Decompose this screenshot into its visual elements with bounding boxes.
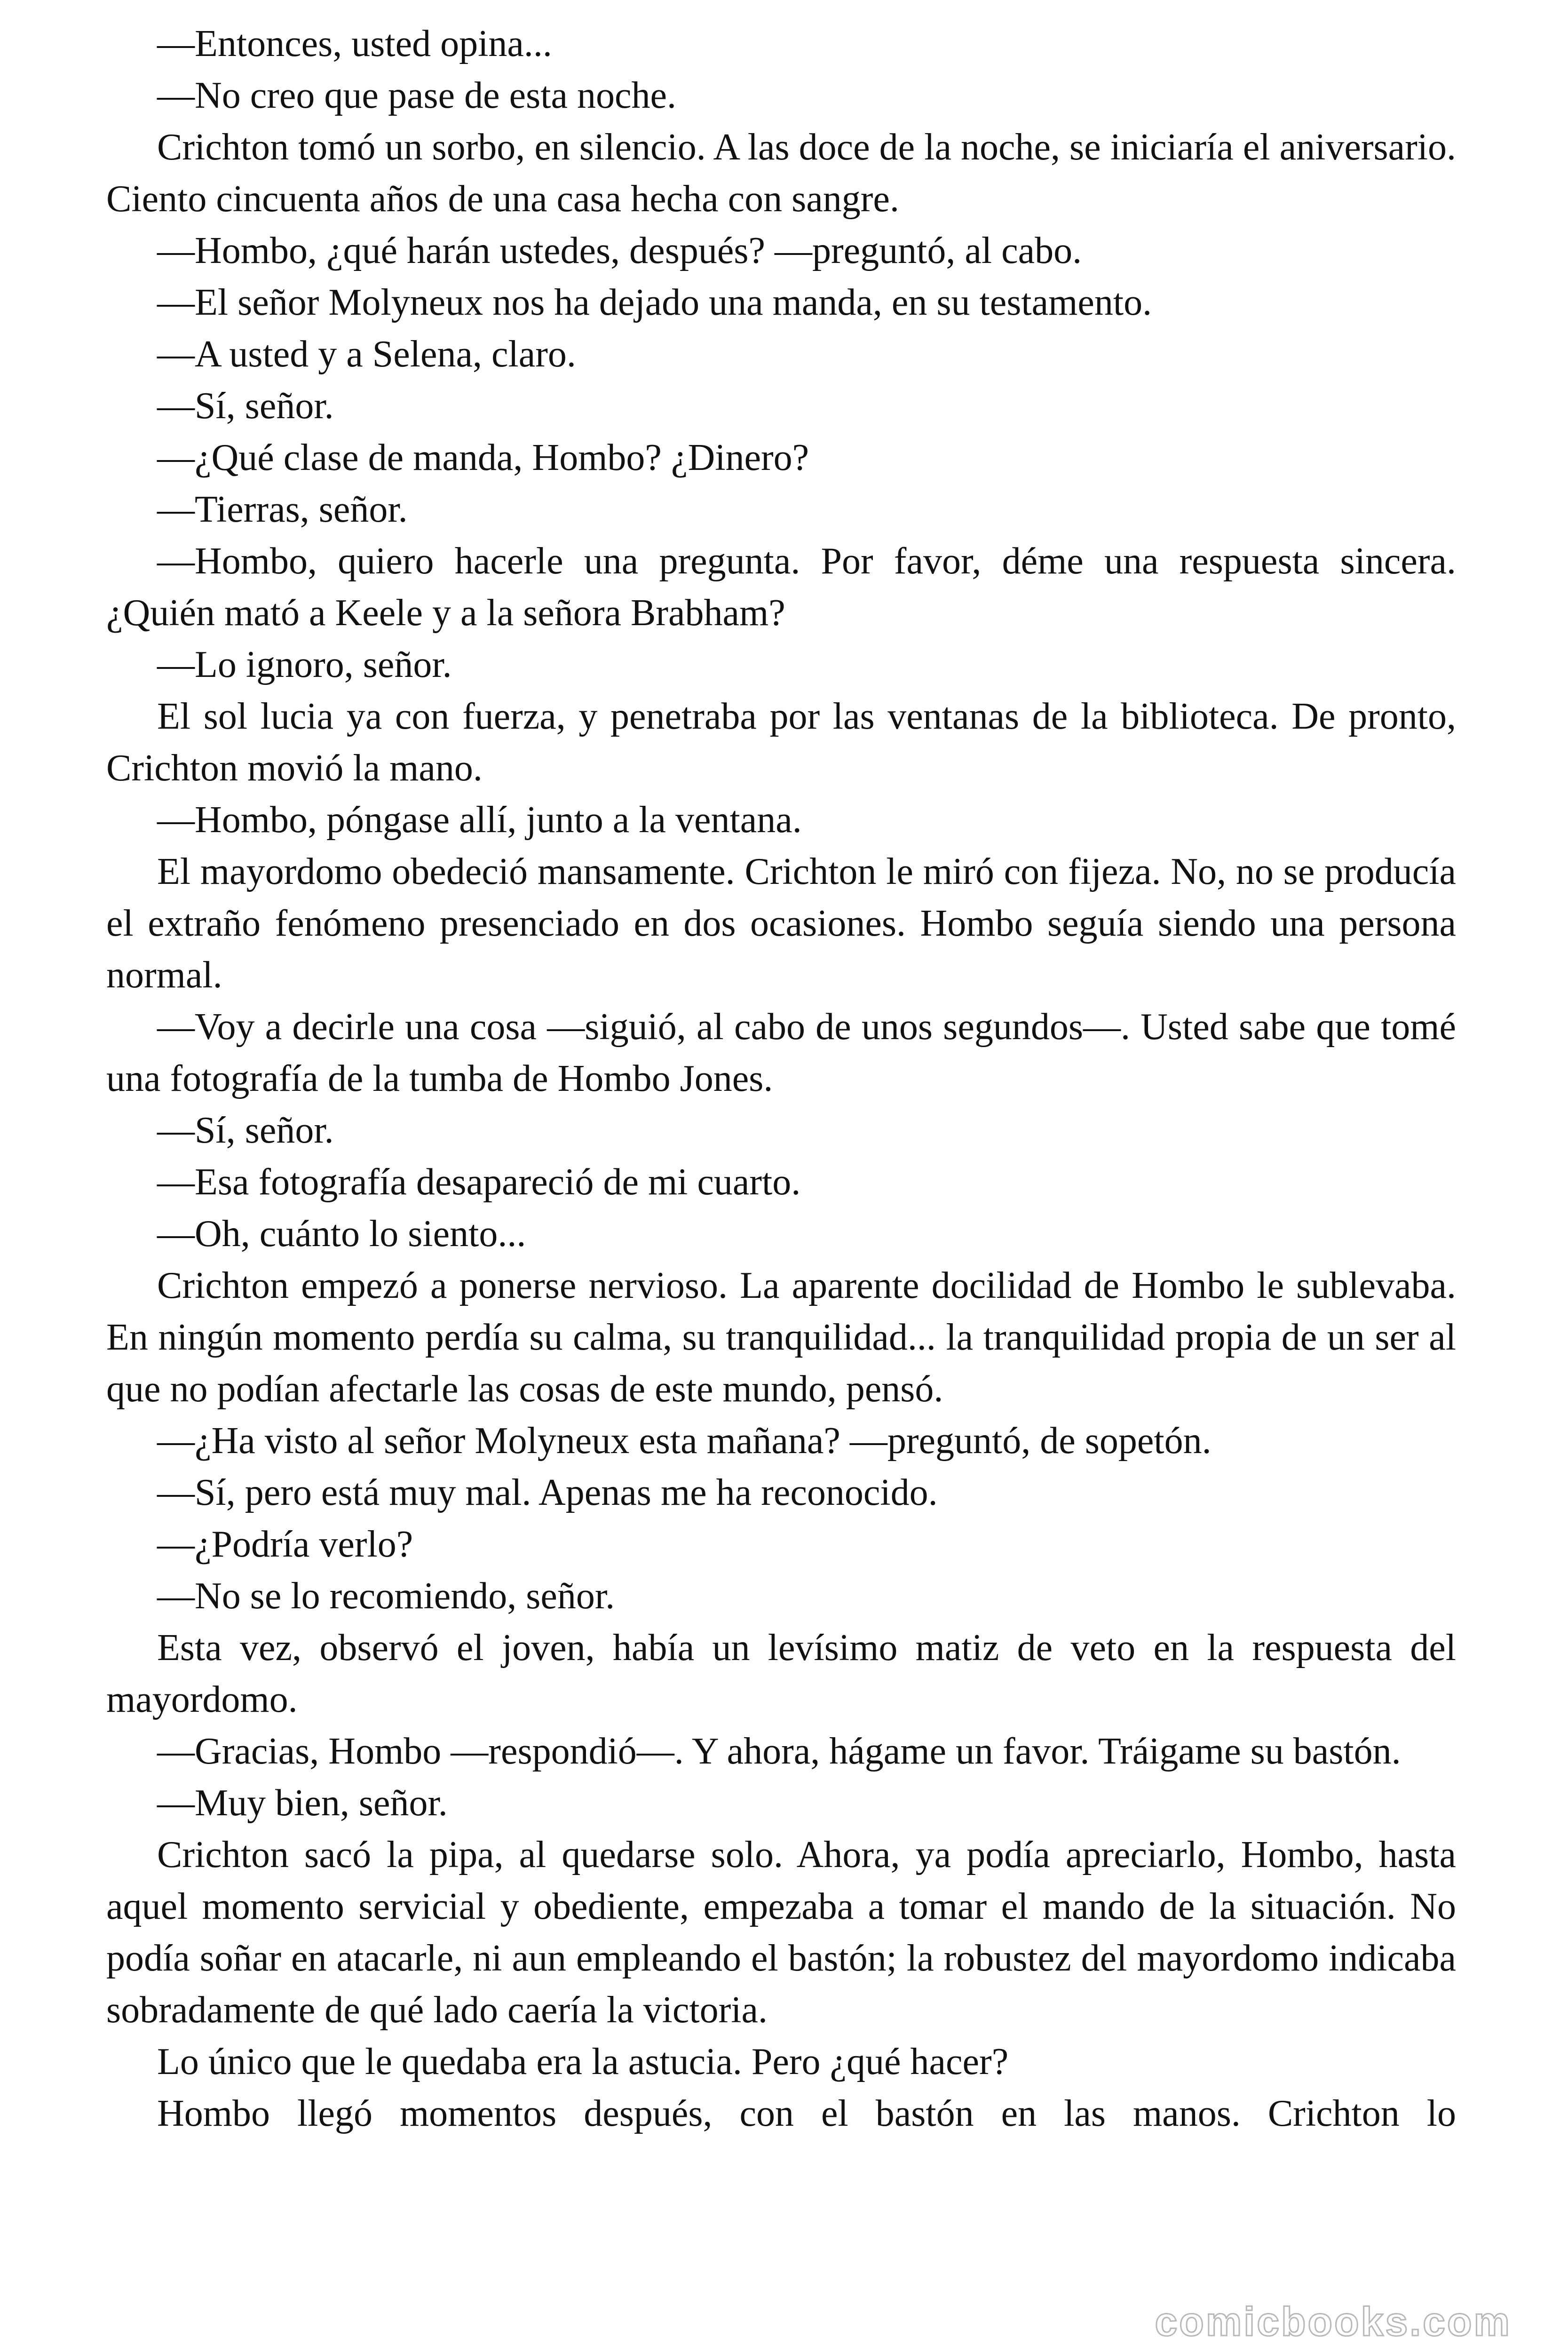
paragraph: —Hombo, quiero hacerle una pregunta. Por favor, déme una respuesta sincera. ¿Quién mató a Keele y a la señora Brabham? (106, 540, 1456, 634)
paragraph: —Sí, señor. (157, 1110, 334, 1151)
paragraph: Crichton sacó la pipa, al quedarse solo. Ahora, ya podía apreciarlo, Hombo, hasta aquel momento servicial y obediente, empezaba a tomar el mando de la situación. No podía soñar en atacarle, ni aun empleando el bastón; la robustez del mayordomo indicaba sobradamente de qué lado caería la victoria. (106, 1834, 1456, 2031)
paragraph: —¿Qué clase de manda, Hombo? ¿Dinero? (157, 437, 809, 478)
paragraph: —Oh, cuánto lo siento... (157, 1213, 526, 1255)
paragraph: Crichton empezó a ponerse nervioso. La aparente docilidad de Hombo le sublevaba. En ningún momento perdía su calma, su tranquilidad... la tranquilidad propia de un ser al que no podían afectarle las cosas de este mundo, pensó. (106, 1265, 1456, 1410)
paragraph: —Sí, señor. (157, 385, 334, 427)
paragraph: Esta vez, observó el joven, había un levísimo matiz de veto en la respuesta del mayordomo. (106, 1627, 1456, 1720)
paragraph: —Lo ignoro, señor. (157, 644, 452, 685)
paragraph: —Hombo, ¿qué harán ustedes, después? —preguntó, al cabo. (157, 230, 1082, 271)
paragraph: —Esa fotografía desapareció de mi cuarto. (157, 1161, 801, 1203)
book-page-text (106, 18, 1456, 2139)
paragraph: Crichton tomó un sorbo, en silencio. A las doce de la noche, se iniciaría el aniversario. Ciento cincuenta años de una casa hecha con sangre. (106, 127, 1456, 220)
paragraph: El sol lucia ya con fuerza, y penetraba por las ventanas de la biblioteca. De pronto, Crichton movió la mano. (106, 696, 1456, 789)
paragraph: —Hombo, póngase allí, junto a la ventana. (157, 799, 802, 841)
paragraph: —Entonces, usted opina... (157, 23, 552, 64)
paragraph: —No creo que pase de esta noche. (157, 75, 676, 116)
paragraph: —Muy bien, señor. (157, 1782, 448, 1824)
paragraph: —Voy a decirle una cosa —siguió, al cabo de unos segundos—. Usted sabe que tomé una fotografía de la tumba de Hombo Jones. (106, 1006, 1456, 1099)
paragraph: Lo único que le quedaba era la astucia. Pero ¿qué hacer? (157, 2041, 1009, 2082)
paragraph: —Gracias, Hombo —respondió—. Y ahora, hágame un favor. Tráigame su bastón. (157, 1731, 1401, 1772)
paragraph: —¿Ha visto al señor Molyneux esta mañana? —preguntó, de sopetón. (157, 1420, 1212, 1462)
paragraph-continued: Hombo llegó momentos después, con el bastón en las manos. Crichton lo (157, 2093, 1456, 2134)
paragraph: —A usted y a Selena, claro. (157, 334, 576, 375)
paragraph: —¿Podría verlo? (157, 1524, 413, 1565)
paragraph: —No se lo recomiendo, señor. (157, 1575, 615, 1617)
paragraph: —Sí, pero está muy mal. Apenas me ha reconocido. (157, 1472, 938, 1513)
paragraph: —El señor Molyneux nos ha dejado una manda, en su testamento. (157, 282, 1152, 323)
paragraph: —Tierras, señor. (157, 489, 408, 530)
watermark: comicbooks.com (1155, 2299, 1512, 2344)
paragraph: El mayordomo obedeció mansamente. Crichton le miró con fijeza. No, no se producía el extraño fenómeno presenciado en dos ocasiones. Hombo seguía siendo una persona normal. (106, 851, 1456, 996)
